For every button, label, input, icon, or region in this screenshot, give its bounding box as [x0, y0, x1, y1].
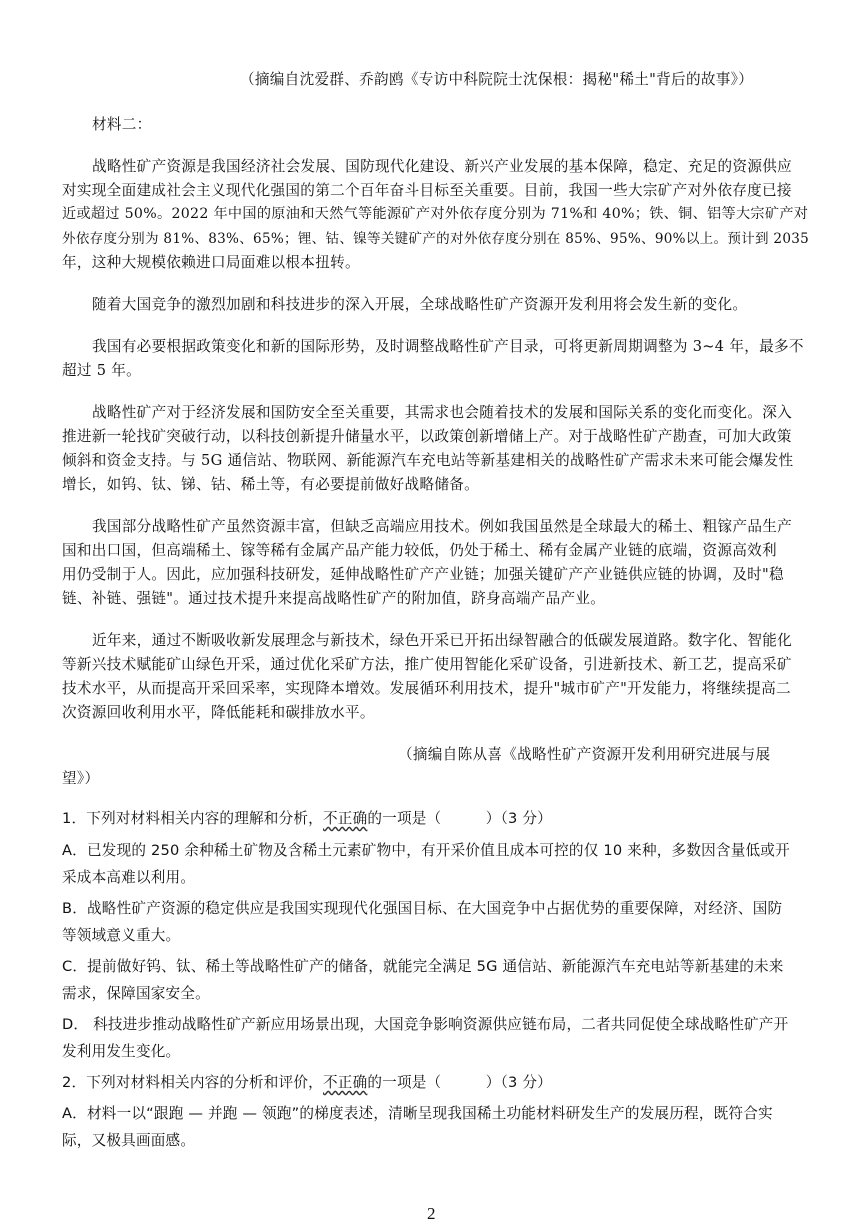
- paragraph-line: 对实现全面建成社会主义现代化强国的第二个百年奋斗目标至关重要。目前，我国一些大宗矿产对外依存度已接: [62, 182, 792, 199]
- paragraph-line: 超过 5 年。: [62, 362, 142, 379]
- paragraph-line: 近或超过 50%。2022 年中国的原油和天然气等能源矿产对外依存度分别为 71%和 40%；铁、铜、铝等大宗矿产对: [62, 206, 809, 222]
- option-a-line: 采成本高难以利用。: [62, 869, 196, 886]
- paragraph-line: 战略性矿产资源是我国经济社会发展、国防现代化建设、新兴产业发展的基本保障，稳定、充足的资源供应: [92, 158, 793, 175]
- option-b-line: 等领域意义重大。: [62, 927, 181, 944]
- paragraph-line: 技术水平，从而提高开采回采率，实现降本增效。发展循环利用技术，提升"城市矿产"开发能力，将继续提高二: [62, 680, 791, 697]
- question-stem-prefix: 2．下列对材料相关内容的分析和评价，: [62, 1074, 323, 1091]
- paragraph-line: 战略性矿产对于经济发展和国防安全至关重要，其需求也会随着技术的发展和国际关系的变化而变化。深入: [92, 404, 793, 421]
- option-a-line: A．已发现的 250 余种稀土矿物及含稀土元素矿物中，有开采价值且成本可控的仅 10 来种，多数因含量低或开: [62, 842, 790, 859]
- option-c-line: 需求，保障国家安全。: [62, 985, 210, 1002]
- source-note-1: （摘编自沈爱群、乔韵鸥《专访中科院院士沈保根：揭秘"稀土"背后的故事》）: [240, 71, 754, 88]
- question-stem-prefix: 1．下列对材料相关内容的理解和分析，: [62, 810, 323, 827]
- option-a-line: A．材料一以“跟跑 — 并跑 — 领跑”的梯度表述，清晰呈现我国稀土功能材料研发生产的发展历程，既符合实: [62, 1105, 773, 1122]
- paragraph-line: 近年来，通过不断吸收新发展理念与新技术，绿色开采已开拓出绿智融合的低碳发展道路。数字化、智能化: [92, 632, 793, 649]
- emphasis-not-correct: 不正确: [322, 810, 368, 827]
- source-note-2: （摘编自陈从喜《战略性矿产资源开发利用研究进展与展: [398, 746, 771, 763]
- paragraph-line: 用仍受制于人。因此，应加强科技研发，延伸战略性矿产产业链；加强关键矿产产业链供应链的协调，及时"稳: [62, 566, 784, 583]
- emphasis-not-correct: 不正确: [322, 1074, 368, 1091]
- paragraph-line: 等新兴技术赋能矿山绿色开采，通过优化采矿方法，推广使用智能化采矿设备，引进新技术、新工艺，提高采矿: [62, 656, 792, 673]
- paragraph-line: 次资源回收利用水平，降低能耗和碳排放水平。: [62, 704, 375, 721]
- paragraph-line: 国和出口国，但高端稀土、镓等稀有金属产品产能力较低，仍处于稀土、稀有金属产业链的底端，资源高效利: [62, 542, 777, 559]
- page-number: 2: [427, 1204, 436, 1223]
- paragraph-line: 我国部分战略性矿产虽然资源丰富，但缺乏高端应用技术。例如我国虽然是全球最大的稀土、粗镓产品生产: [92, 518, 793, 535]
- paragraph-line: 外依存度分别为 81%、83%、65%；锂、钴、镍等关键矿产的对外依存度分别在 85%、95%、90%以上。预计到 2035: [62, 231, 810, 247]
- paragraph-line: 倾斜和资金支持。与 5G 通信站、物联网、新能源汽车充电站等新基建相关的战略性矿产需求未来可能会爆发性: [62, 452, 794, 469]
- material-two-label: 材料二：: [92, 116, 152, 133]
- paragraph-line: 随着大国竞争的激烈加剧和科技进步的深入开展，全球战略性矿产资源开发利用将会发生新的变化。: [92, 296, 748, 313]
- question-1-stem: [62, 807, 552, 828]
- option-a-line: 际，又极具画面感。: [62, 1132, 196, 1149]
- option-b-line: B．战略性矿产资源的稳定供应是我国实现现代化强国目标、在大国竞争中占据优势的重要保障，对经济、国防: [62, 900, 783, 917]
- option-d-line: 发利用发生变化。: [62, 1043, 181, 1060]
- paragraph-line: 增长，如钨、钛、锑、钴、稀土等，有必要提前做好战略储备。: [62, 476, 480, 493]
- option-d-line: D． 科技进步推动战略性矿产新应用场景出现，大国竞争影响资源供应链布局，二者共同促使全球战略性矿产开: [62, 1016, 789, 1033]
- option-c-line: C．提前做好钨、钛、稀土等战略性矿产的储备，就能完全满足 5G 通信站、新能源汽车充电站等新基建的未来: [62, 958, 784, 975]
- question-2-stem: [62, 1071, 552, 1092]
- paragraph-line: 年，这种大规模依赖进口局面难以根本扭转。: [62, 254, 360, 271]
- paragraph-line: 推进新一轮找矿突破行动，以科技创新提升储量水平，以政策创新增储上产。对于战略性矿产勘查，可加大政策: [62, 428, 792, 445]
- question-stem-suffix: 的一项是（ ）（3 分）: [367, 810, 552, 827]
- source-note-2-cont: 望》）: [62, 770, 100, 787]
- paragraph-line: 我国有必要根据政策变化和新的国际形势，及时调整战略性矿产目录，可将更新周期调整为 3~4 年，最多不: [92, 338, 804, 355]
- question-stem-suffix: 的一项是（ ）（3 分）: [367, 1074, 552, 1091]
- paragraph-line: 链、补链、强链"。通过技术提升来提高战略性矿产的附加值，跻身高端产品产业。: [62, 590, 606, 607]
